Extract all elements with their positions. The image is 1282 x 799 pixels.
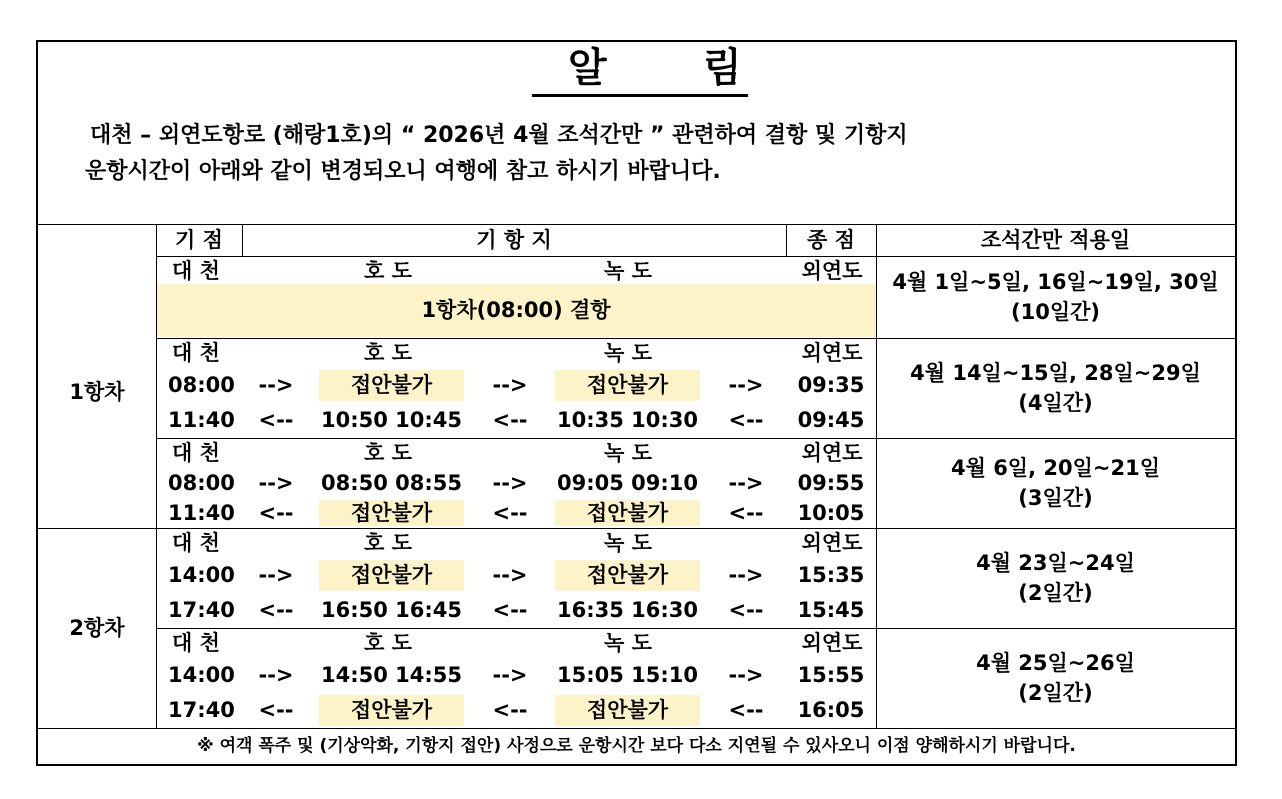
direction-arrow: <-- [728, 501, 764, 525]
date-line: (10일간) [1011, 300, 1100, 324]
date-line: (2일간) [1018, 681, 1093, 705]
date-line: 4월 1일~5일, 16일~19일, 30일 [892, 270, 1219, 294]
grid-line [156, 338, 1235, 339]
blocked-cell: 접안불가 [586, 373, 669, 397]
port-label: 대 천 [172, 341, 220, 365]
blocked-cell: 접안불가 [350, 501, 433, 525]
title-underline [532, 94, 748, 97]
date-line: 4월 6일, 20일~21일 [950, 456, 1160, 480]
port-label: 호 도 [364, 341, 412, 365]
grid-line [876, 224, 877, 728]
direction-arrow: --> [728, 471, 764, 495]
direction-arrow: --> [492, 471, 528, 495]
time-cell: 16:50 16:45 [320, 598, 462, 622]
applied-dates [876, 338, 1235, 438]
port-label: 대 천 [172, 259, 220, 283]
direction-arrow: --> [258, 373, 294, 397]
grid-line [156, 438, 1235, 439]
header-origin: 기 점 [175, 228, 223, 252]
port-label: 녹 도 [604, 259, 652, 283]
direction-arrow: --> [492, 563, 528, 587]
intro-line-2: 운항시간이 아래와 같이 변경되오니 여행에 참고 하시기 바랍니다. [85, 159, 721, 184]
header-dates: 조석간만 적용일 [980, 228, 1131, 252]
direction-arrow: --> [258, 471, 294, 495]
date-line: 4월 14일~15일, 28일~29일 [910, 361, 1201, 385]
direction-arrow: --> [258, 663, 294, 687]
time-cell: 10:50 10:45 [320, 408, 462, 432]
grid-line [38, 728, 1235, 729]
time-cell: 17:40 [168, 598, 235, 622]
date-line: 4월 25일~26일 [976, 651, 1135, 675]
time-cell: 15:55 [797, 663, 865, 687]
notice-title [38, 44, 1235, 98]
time-cell: 16:05 [797, 698, 865, 722]
port-label: 녹 도 [604, 631, 652, 655]
date-line: (2일간) [1018, 581, 1093, 605]
port-label: 대 천 [172, 531, 220, 555]
date-line: 4월 23일~24일 [976, 551, 1135, 575]
blocked-cell: 접안불가 [350, 373, 433, 397]
grid-line [242, 224, 243, 256]
direction-arrow: <-- [728, 598, 764, 622]
direction-arrow: <-- [492, 501, 528, 525]
blocked-cell: 접안불가 [350, 563, 433, 587]
time-cell: 14:00 [168, 563, 235, 587]
time-cell: 16:35 16:30 [556, 598, 698, 622]
port-label: 녹 도 [604, 441, 652, 465]
title-char-2: 림 [703, 45, 742, 91]
grid-line [38, 224, 1235, 225]
time-cell: 15:35 [797, 563, 865, 587]
voyage-2-label: 2항차 [69, 616, 125, 640]
direction-arrow: <-- [728, 698, 764, 722]
header-destination: 종 점 [807, 228, 855, 252]
direction-arrow: <-- [728, 408, 764, 432]
date-line: (4일간) [1018, 391, 1093, 415]
direction-arrow: <-- [492, 408, 528, 432]
time-cell: 14:50 14:55 [320, 663, 462, 687]
time-cell: 11:40 [168, 501, 235, 525]
port-label: 외연도 [801, 531, 863, 555]
port-label: 외연도 [801, 341, 863, 365]
time-cell: 09:35 [797, 373, 865, 397]
header-ports: 기 항 지 [476, 228, 552, 252]
cancel-notice: 1항차(08:00) 결항 [421, 298, 611, 322]
applied-dates [876, 438, 1235, 528]
direction-arrow: --> [258, 563, 294, 587]
date-line: (3일간) [1018, 486, 1093, 510]
port-label: 대 천 [172, 441, 220, 465]
time-cell: 08:00 [168, 471, 235, 495]
applied-dates [876, 528, 1235, 628]
notice-board [36, 40, 1237, 766]
time-cell: 10:35 10:30 [556, 408, 698, 432]
grid-line [156, 224, 157, 728]
port-label: 호 도 [364, 259, 412, 283]
port-label: 호 도 [364, 631, 412, 655]
time-cell: 11:40 [168, 408, 235, 432]
grid-line [38, 528, 1235, 529]
grid-line [156, 256, 1235, 257]
direction-arrow: --> [728, 563, 764, 587]
direction-arrow: --> [728, 373, 764, 397]
blocked-cell: 접안불가 [586, 563, 669, 587]
time-cell: 09:05 09:10 [556, 471, 698, 495]
blocked-cell: 접안불가 [350, 698, 433, 722]
port-label: 대 천 [172, 631, 220, 655]
direction-arrow: <-- [258, 598, 294, 622]
port-label: 호 도 [364, 441, 412, 465]
intro-line-1: 대천 – 외연도항로 (해랑1호)의 “ 2026년 4월 조석간만 ” 관련하여 결항 및 기항지 [90, 123, 908, 148]
direction-arrow: --> [492, 373, 528, 397]
blocked-cell: 접안불가 [586, 501, 669, 525]
direction-arrow: <-- [492, 698, 528, 722]
footer-note: ※ 여객 폭주 및 (기상악화, 기항지 접안) 사정으로 운항시간 보다 다소 지연될 수 있사오니 이점 양해하시기 바랍니다. [197, 736, 1076, 756]
grid-line [786, 224, 787, 256]
time-cell: 15:05 15:10 [556, 663, 698, 687]
blocked-cell: 접안불가 [586, 698, 669, 722]
time-cell: 09:55 [797, 471, 865, 495]
time-cell: 09:45 [797, 408, 865, 432]
port-label: 호 도 [364, 531, 412, 555]
direction-arrow: --> [492, 663, 528, 687]
direction-arrow: <-- [492, 598, 528, 622]
time-cell: 14:00 [168, 663, 235, 687]
time-cell: 08:50 08:55 [320, 471, 462, 495]
direction-arrow: <-- [258, 408, 294, 432]
applied-dates [876, 628, 1235, 728]
title-char-1: 알 [568, 45, 607, 91]
voyage-1-label: 1항차 [69, 380, 125, 404]
port-label: 외연도 [801, 631, 863, 655]
direction-arrow: --> [728, 663, 764, 687]
time-cell: 10:05 [797, 501, 865, 525]
direction-arrow: <-- [258, 501, 294, 525]
port-label: 외연도 [801, 441, 863, 465]
port-label: 외연도 [801, 259, 863, 283]
time-cell: 08:00 [168, 373, 235, 397]
direction-arrow: <-- [258, 698, 294, 722]
port-label: 녹 도 [604, 531, 652, 555]
grid-line [156, 628, 1235, 629]
port-label: 녹 도 [604, 341, 652, 365]
applied-dates [876, 256, 1235, 338]
time-cell: 17:40 [168, 698, 235, 722]
time-cell: 15:45 [797, 598, 865, 622]
